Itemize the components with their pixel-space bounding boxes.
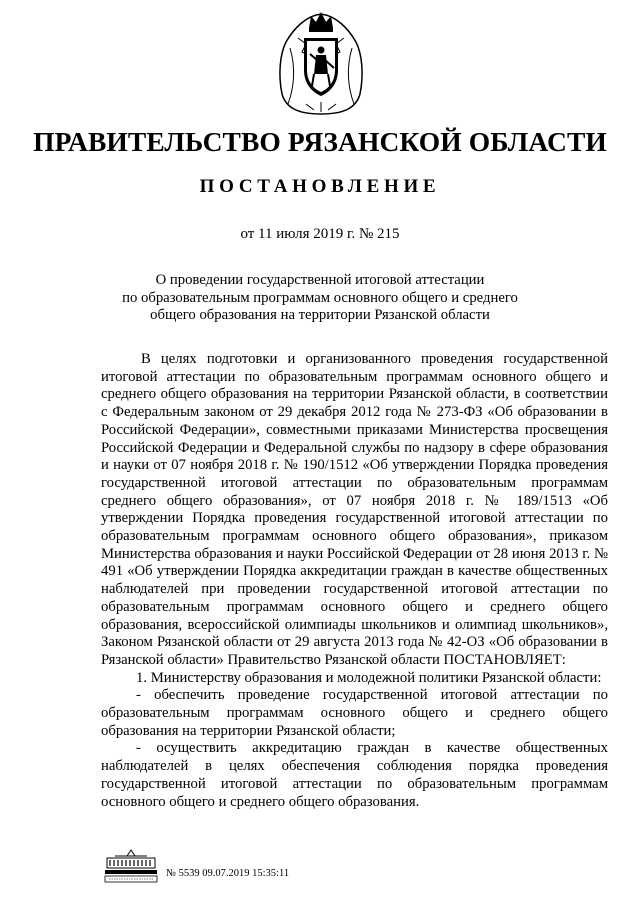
coat-of-arms-icon bbox=[276, 8, 366, 120]
registration-stamp: № 5539 09.07.2019 15:35:11 bbox=[166, 868, 290, 879]
item-1-subpoint-b: - осуществить аккредитацию граждан в качестве общественных наблюдателей в целях обеспечения соблюдения порядка проведения государственной итоговой аттестации по образовательным программам основного общего и среднего общего образования. bbox=[101, 740, 608, 810]
government-building-icon bbox=[101, 848, 161, 888]
document-date-number: от 11 июля 2019 г. № 215 bbox=[240, 226, 400, 242]
preamble-paragraph: В целях подготовки и организованного проведения государственной итоговой аттестации по образовательным программам основного общего и среднего общего образования на территории Рязанской области, в соответствии с Федеральным законом от 29 декабря 2012 года № 273-ФЗ «Об образовании в Российской Федерации», совместными приказами Министерства просвещения Российской Федерации и Федеральной службы по надзору в сфере образования и науки от 07 ноября 2018 г. № 190/1512 «Об утверждении Порядка проведения государственной итоговой аттестации по образовательным программам среднего общего образования», от 07 ноября 2018 г. № 189/1513 «Об утверждении Порядка проведения государственной итоговой аттестации по образовательным программам основного общего образования», приказом Министерства образования и науки Российской Федерации от 28 июня 2013 г. № 491 «Об утверждении Порядка аккредитации граждан в качестве общественных наблюдателей при проведении государственной итоговой аттестации по образовательным программам основного общего и среднего общего образования, всероссийской олимпиады школьников и олимпиад школьников», Законом Рязанской области от 29 августа 2013 года № 42-ОЗ «Об образовании в Рязанской области» Правительство Рязанской области ПОСТАНОВЛЯЕТ: bbox=[101, 351, 608, 668]
document-subject bbox=[60, 272, 580, 325]
subject-line: О проведении государственной итоговой аттестации bbox=[155, 272, 485, 288]
document-body bbox=[101, 351, 608, 811]
government-title: ПРАВИТЕЛЬСТВО РЯЗАНСКОЙ ОБЛАСТИ bbox=[33, 126, 607, 157]
subject-line: общего образования на территории Рязанской области bbox=[150, 307, 490, 324]
document-type-heading: ПОСТАНОВЛЕНИЕ bbox=[199, 176, 441, 197]
item-1-paragraph: 1. Министерству образования и молодежной политики Рязанской области: bbox=[136, 669, 602, 686]
item-1-subpoint-a: - обеспечить проведение государственной итоговой аттестации по образовательным программам основного общего и среднего общего образования на территории Рязанской области; bbox=[101, 687, 608, 739]
subject-line: по образовательным программам основного общего и среднего bbox=[122, 289, 518, 306]
